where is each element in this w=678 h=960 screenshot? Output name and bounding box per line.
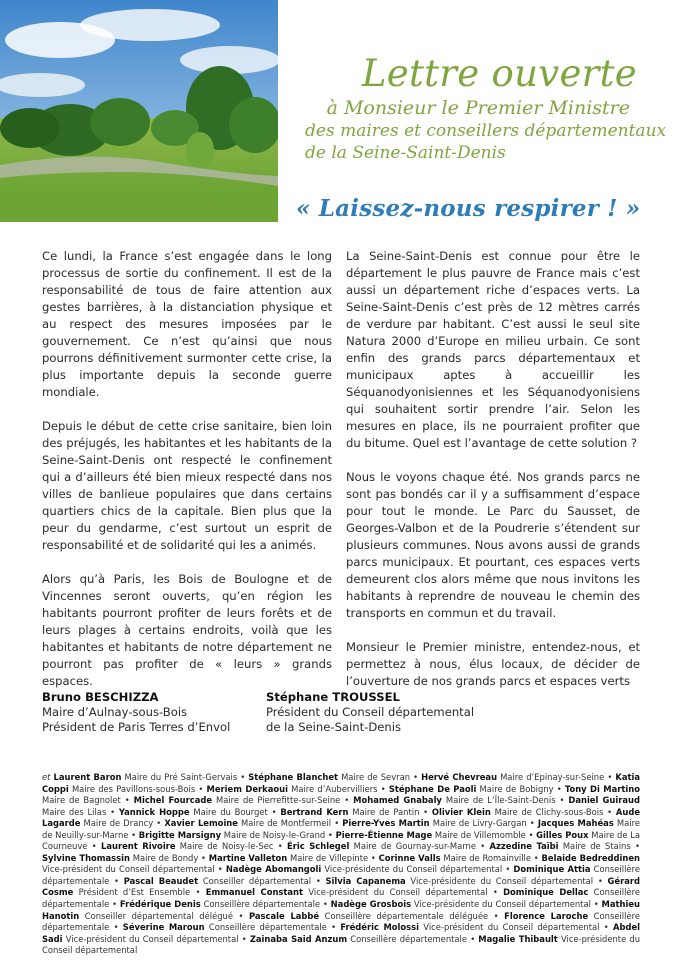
cosigner-name: Éric Schlegel	[287, 841, 350, 852]
slogan: « Laissez-nous respirer ! »	[296, 195, 641, 222]
cosigner-role: Vice-président du Conseil départemental	[303, 887, 488, 898]
cosigner-name: Dominique Attia	[513, 864, 591, 875]
title-block	[300, 52, 670, 164]
cosigner-name: Meriem Derkaoui	[206, 783, 288, 794]
cosigner-name: Nadège Grosbois	[330, 899, 412, 910]
cosigner-name: Gérard Cosme	[42, 875, 641, 898]
authors-line-1: des maires et conseillers départementaux	[305, 121, 667, 141]
cosigner	[287, 841, 476, 851]
page-title: Lettre ouverte	[361, 52, 637, 95]
cosigner-name: Mathieu Hanotin	[42, 899, 640, 921]
cosigner-role: Vice-présidente du Conseil départemental	[411, 899, 591, 910]
cosigner-role: Maire des Lilas	[42, 806, 107, 817]
cosigner-role: Vice-présidente du Conseil départemental	[321, 864, 503, 875]
cosigner-role: Maire de L’Île-Saint-Denis	[441, 795, 556, 806]
cosigner-role: Maire de Drancy	[80, 818, 154, 829]
cosigner	[42, 853, 198, 863]
paragraph: Ce lundi, la France s’est engagée dans le long processus de sortie du confinement. Il est de la responsabilité de tous de faire attention aux gestes barrières, à la distanciation physique et au respect des mesures imposées par le gouvernement. Ce n’est qu’ainsi que nous pourrons définitivement surmonter cette crise, la plus importante depuis la seconde guerre mondiale.	[42, 249, 332, 399]
cosigner-role: Conseillère départementale	[347, 933, 468, 944]
cosigner	[134, 795, 341, 805]
cosigner-name: Dominique Dellac	[503, 887, 589, 898]
cosigner	[342, 818, 526, 828]
cosigners-list: et Laurent Baron Maire du Pré Saint-Gervais • Stéphane Blanchet Maire de Sevran • Hervé Chevreau Maire d’Epinay-sur-Seine • Katia Coppi Maire des Pavillons-sous-Bois • Meriem Derkaoui Maire d’Aubervilliers • Stéphane De Paoli Maire de Bobigny • Tony Di Martino Maire de Bagnolet • Michel Fourcade Maire de Pierrefitte-sur-Seine • Mohamed Gnabaly Maire de L’Île-Saint-Denis • Daniel Guiraud Maire des Lilas • Yannick Hoppe Maire du Bourget • Bertrand Kern Maire de Pantin • Olivier Klein Maire de Clichy-sous-Bois • Aude Lagarde Maire de Drancy • Xavier Lemoine Maire de Montfermeil • Pierre-Yves Martin Maire de Livry-Gargan • Jacques Mahéas Maire de Neuilly-sur-Marne • Brigitte Marsigny Maire de Noisy-le-Grand • Pierre-Étienne Mage Maire de Villemomble • Gilles Poux Maire de La Courneuve • Laurent Rivoire Maire de Noisy-le-Sec • Éric Schlegel Maire de Gournay-sur-Marne • Azzedine Taïbi Maire de Stains • Sylvine Thomassin Maire de Bondy • Martine Valleton Maire de Villepinte • Corinne Valls Maire de Romainville • Belaide Bedreddinen Vice-président du Conseil départemental • Nadège Abomangoli Vice-présidente du Conseil départemental • Dominique Attia Conseillère départementale • Pascal Beaudet Conseiller départemental • Silvia Capanema Vice-présidente du Conseil départemental • Gérard Cosme Président d’Est Ensemble • Emmanuel Constant Vice-président du Conseil départemental • Dominique Dellac Conseillère départementale • Frédérique Denis Conseillère départementale • Nadège Grosbois Vice-présidente du Conseil départemental • Mathieu Hanotin Conseiller départemental délégué • Pascale Labbé Conseillère départementale déléguée • Florence Laroche Conseillère départementale • Séverine Maroun Conseillère départementale • Frédéric Molossi Vice-président du Conseil départemental • Abdel Sadi Vice-président du Conseil départemental • Zainaba Said Anzum Conseillère départementale • Magalie Thibault Vice-présidente du Conseil départemental	[42, 772, 641, 956]
cosigner-role: Conseillère départementale	[204, 922, 327, 933]
cosigner-role: Conseiller départemental délégué	[79, 910, 233, 921]
cosigner-name: Hervé Chevreau	[421, 772, 498, 782]
cosigner-name: Martine Valleton	[208, 852, 288, 863]
cosigner-name: Aude Lagarde	[42, 806, 641, 829]
cosigner-role: Maire de Stains	[558, 841, 631, 852]
cosigner-name: Pascal Beaudet	[123, 875, 199, 886]
cosigner-role: Conseillère départementale	[42, 910, 641, 933]
authors-line-2: de la Seine-Saint-Denis	[305, 143, 506, 163]
cosigner	[379, 853, 531, 863]
cosigner-role: Conseillère départementale	[42, 887, 641, 910]
cosigner-name: Pascale Labbé	[248, 910, 320, 921]
cosigner-role: Maire du Bourget	[189, 806, 268, 817]
cosigner	[421, 772, 604, 782]
cosigner-role: Maire des Pavillons-sous-Bois	[68, 783, 196, 794]
cosigner-role: Maire de Neuilly-sur-Marne	[42, 818, 640, 840]
cosigner-name: Yannick Hoppe	[118, 806, 190, 817]
cosigner	[353, 795, 555, 805]
cosigner-name: Pierre-Étienne Mage	[335, 829, 433, 840]
cosigner-name: Emmanuel Constant	[205, 887, 304, 898]
cosigner-role: Maire du Pré Saint-Gervais	[121, 772, 238, 782]
cosigner	[336, 830, 526, 840]
cosigner-name: Séverine Maroun	[122, 922, 205, 933]
cosigner-name: Mohamed Gnabaly	[353, 795, 442, 806]
cosigner-role: Maire de Bagnolet	[42, 795, 121, 806]
signatory-1	[42, 690, 230, 735]
cosigner-role: Conseillère départementale	[42, 864, 640, 886]
cosigner	[164, 818, 331, 828]
cosigner	[326, 876, 594, 886]
cosigner-name: Katia Coppi	[42, 772, 640, 794]
cosigner-name: Jacques Mahéas	[537, 818, 614, 829]
cosigner-name: Florence Laroche	[504, 910, 589, 921]
cosigner	[207, 784, 378, 794]
cosigner	[120, 899, 320, 909]
cosigners-intro: et	[42, 772, 54, 782]
cosigner-name: Laurent Rivoire	[101, 841, 176, 852]
cosigner	[389, 784, 554, 794]
cosigner-role: Vice-président du Conseil départemental	[62, 933, 239, 944]
park-photo	[0, 0, 278, 222]
cosigner-name: Sylvine Thomassin	[42, 852, 130, 863]
cosigner-role: Maire de Villemomble	[432, 829, 526, 840]
cosigner	[331, 899, 591, 909]
cosigner-role: Maire de Sevran	[338, 772, 411, 782]
cosigner-name: Magalie Thibault	[478, 933, 558, 944]
cosigner-name: Tony Di Martino	[564, 783, 641, 794]
cosigner	[280, 807, 419, 817]
cosigner-role: Maire de Pantin	[348, 806, 420, 817]
cosigner-name: Abdel Sadi	[42, 922, 640, 944]
cosigner-role: Maire d’Aubervilliers	[287, 783, 378, 794]
cosigner-role: Vice-présidente du Conseil départemental	[42, 933, 641, 956]
signatory-role: Président du Conseil départemental	[266, 705, 475, 719]
cosigner-role: Maire de La Courneuve	[42, 829, 641, 852]
body-column-right	[346, 248, 640, 707]
cosigner-name: Stéphane Blanchet	[248, 772, 339, 782]
cosigner	[490, 841, 631, 851]
cosigner-role: Maire de Bobigny	[476, 783, 554, 794]
cosigner-name: Laurent Baron	[53, 772, 122, 782]
cosigner-role: Maire de Gournay-sur-Marne	[349, 841, 476, 852]
cosigner-role: Conseiller départemental	[198, 875, 312, 886]
cosigner-role: Conseillère départementale	[200, 899, 321, 910]
cosigner-role: Président d’Est Ensemble	[73, 887, 191, 898]
cosigner	[101, 841, 273, 851]
cosigner-role: Maire de Bondy	[129, 852, 199, 863]
cosigner-role: Conseillère départementale déléguée	[319, 910, 489, 921]
cosigner-role: Maire de Noisy-le-Sec	[175, 841, 274, 852]
paragraph: Depuis le début de cette crise sanitaire, bien loin des préjugés, les habitantes et les habitants de la Seine-Saint-Denis ont respecté le confinement qui a d’ailleurs été bien mieux respecté dans nos villes de banlieue populaires que dans certains quartiers chics de la capitale. Bien plus que la peur du gendarme, c’est surtout un esprit de responsabilité et de solidarité qui les a animés.	[42, 419, 332, 552]
cosigner	[226, 864, 502, 874]
cosigner-name: Brigitte Marsigny	[138, 829, 222, 840]
cosigner-name: Daniel Guiraud	[568, 795, 640, 806]
cosigner-name: Stéphane De Paoli	[388, 783, 477, 794]
body-column-left	[42, 248, 332, 707]
signatory-role: de la Seine-Saint-Denis	[266, 720, 401, 734]
cosigner-role: Maire d’Epinay-sur-Seine	[497, 772, 605, 782]
signatory-name: Stéphane TROUSSEL	[266, 690, 400, 704]
cosigner	[248, 772, 410, 782]
paragraph: Monsieur le Premier ministre, entendez-nous, et permettez à nous, élus locaux, de décider de l’ouverture de nos grands parcs et espaces verts	[346, 640, 640, 688]
cosigner-name: Pierre-Yves Martin	[342, 818, 430, 829]
cosigner-name: Michel Fourcade	[133, 795, 213, 806]
addressee: à Monsieur le Premier Ministre	[326, 97, 630, 119]
cosigner	[54, 772, 238, 782]
paragraph: La Seine-Saint-Denis est connue pour être le département le plus pauvre de France mais c’est aussi un département riche d’espaces verts. La Seine-Saint-Denis c’est près de 12 mètres carrés de verdure par habitant. C’est aussi le seul site Natura 2000 d’Europe en milieu urbain. Ce sont enfin des grands parcs départementaux et municipaux aptes à accueillir les Séquanodyonisiennes et les Séquanodyonisiens qui souhaitent sortir prendre l’air. Selon les mesures en place, ils ne pourraient profiter que du bitume. Quel est l’avantage de cette solution ?	[346, 249, 640, 450]
cosigner	[432, 807, 604, 817]
cosigner-name: Silvia Capanema	[325, 875, 406, 886]
paragraph: Alors qu’à Paris, les Bois de Boulogne et de Vincennes seront ouverts, qu’en région les habitants pourront profiter de leurs forêts et de leurs plages à certains endroits, voilà que les habitantes et habitants de notre département ne pourront pas profiter de « leurs » grands espaces.	[42, 572, 332, 688]
cosigner-name: Corinne Valls	[378, 852, 441, 863]
cosigner-name: Xavier Lemoine	[164, 818, 238, 829]
cosigner-name: Frédéric Molossi	[340, 922, 420, 933]
cosigner	[124, 876, 311, 886]
cosigner-role: Maire de Pierrefitte-sur-Seine	[212, 795, 341, 806]
cosigner-name: Nadège Abomangoli	[225, 864, 322, 875]
signatory-2	[266, 690, 474, 735]
cosigner	[249, 911, 488, 921]
cosigner	[250, 934, 467, 944]
cosigner-role: Maire de Clichy-sous-Bois	[490, 806, 604, 817]
paragraph: Nous le voyons chaque été. Nos grands parcs ne sont pas bondés car il y a suffisamment d’espace pour tout le monde. Le Parc du Sausset, de Georges-Valbon et de la Poudrerie s’étendent sur plusieurs communes. Nous avons aussi de grands parcs municipaux. Et pourtant, ces espaces verts demeurent clos alors même que nous invitons les habitants à reprendre de nouveau le chemin des transports en commun et du travail.	[346, 470, 640, 620]
cosigner	[139, 830, 325, 840]
cosigner-name: Bertrand Kern	[280, 806, 349, 817]
signatory-name: Bruno BESCHIZZA	[42, 690, 159, 704]
cosigner-role: Vice-président du Conseil départemental	[419, 922, 600, 933]
signatory-role: Maire d’Aulnay-sous-Bois	[42, 705, 188, 719]
cosigner	[119, 807, 268, 817]
cosigner	[123, 922, 327, 932]
cosigner-name: Azzedine Taïbi	[489, 841, 559, 852]
cosigner-role: Vice-président du Conseil départemental	[42, 864, 215, 875]
cosigner-role: Maire de Romainville	[440, 852, 532, 863]
cosigner-role: Maire de Livry-Gargan	[429, 818, 527, 829]
cosigner-role: Maire de Noisy-le-Grand	[221, 829, 326, 840]
cosigner	[206, 887, 488, 897]
cosigner-name: Gilles Poux	[536, 829, 589, 840]
signatory-role: Président de Paris Terres d’Envol	[42, 720, 231, 734]
cosigner-role: Maire de Montfermeil	[237, 818, 332, 829]
cosigner-name: Olivier Klein	[431, 806, 491, 817]
cosigner-role: Vice-présidente du Conseil départemental	[405, 875, 594, 886]
cosigner	[209, 853, 368, 863]
cosigner-role: Maire de Villepinte	[287, 852, 369, 863]
cosigner-name: Belaide Bedreddinen	[541, 852, 641, 863]
cosigner-name: Frédérique Denis	[119, 899, 201, 910]
cosigner	[340, 922, 599, 932]
cosigner-name: Zainaba Said Anzum	[249, 933, 348, 944]
